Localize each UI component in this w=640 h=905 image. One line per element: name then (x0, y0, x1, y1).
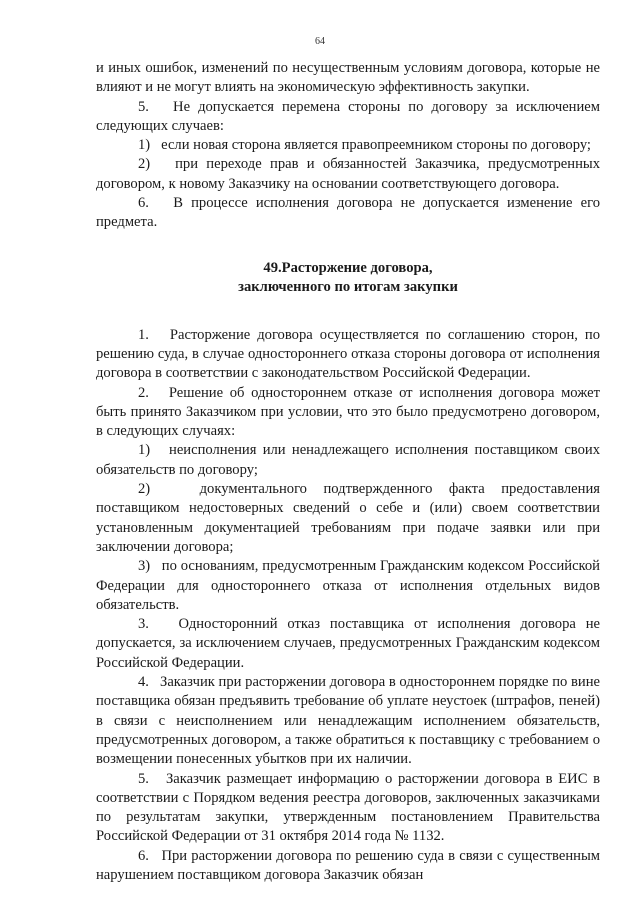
paragraph: и иных ошибок, изменений по несущественным условиям договора, которые не влияют и не могут влиять на экономическую эффективность закупки. (96, 60, 600, 96)
intro-block (96, 59, 600, 233)
paragraph: 2) при переходе прав и обязанностей Заказчика, предусмотренных договором, к новому Заказчику на основании соответствующего договора. (96, 156, 600, 192)
paragraph: 2) документального подтвержденного факта предоставления поставщиком недостоверных сведений о себе и (или) своем соответствии установленным документацией требованиям при подаче заявки или при заключении договора; (96, 481, 600, 555)
paragraph: 1) неисполнения или ненадлежащего исполнения поставщиком своих обязательств по договору; (96, 442, 600, 478)
paragraph: 1. Расторжение договора осуществляется по соглашению сторон, по решению суда, в случае одностороннего отказа стороны договора от исполнения договора в соответствии с законодательством Российской Федерации. (96, 326, 600, 382)
paragraph: 1) если новая сторона является правопреемником стороны по договору; (138, 137, 591, 154)
section-heading (96, 259, 600, 298)
paragraph: 3) по основаниям, предусмотренным Гражданским кодексом Российской Федерации для одностороннего отказа от исполнения отдельных видов обязательств. (96, 558, 600, 613)
paragraph: 6. В процессе исполнения договора не допускается изменение его предмета. (96, 195, 600, 231)
paragraph: 5. Заказчик размещает информацию о расторжении договора в ЕИС в соответствии с Порядком ведения реестра договоров, заключенных заказчиками по результатам закупки, утвержденным постановлением Правительства Российской Федерации от 31 октября 2014 года № 1132. (96, 770, 600, 845)
section-heading-line-2: заключенного по итогам закупки (238, 279, 458, 296)
paragraph: 2. Решение об одностороннем отказе от исполнения договора может быть принято Заказчиком при условии, что это было предусмотрено договором, в следующих случаях: (96, 384, 600, 440)
paragraph: 5. Не допускается перемена стороны по договору за исключением следующих случаев: (96, 98, 600, 134)
paragraph: 6. При расторжении договора по решению суда в связи с существенным нарушением поставщиком договора Заказчик обязан (96, 847, 600, 883)
section-body (96, 326, 600, 886)
page-number: 64 (315, 36, 325, 47)
section-heading-line-1: 49.Расторжение договора, (263, 259, 433, 276)
document-body (96, 59, 600, 885)
paragraph: 3. Односторонний отказ поставщика от исполнения договора не допускается, за исключением случаев, предусмотренных Гражданским кодексом Российской Федерации. (96, 616, 600, 671)
paragraph: 4. Заказчик при расторжении договора в одностороннем порядке по вине поставщика обязан предъявить требование об уплате неустоек (штрафов, пеней) в связи с неисполнением или ненадлежащим исполнением обязательств, предусмотренных договором, а также обратиться к поставщику с требованием о возмещении понесенных убытков при их наличии. (96, 674, 600, 768)
